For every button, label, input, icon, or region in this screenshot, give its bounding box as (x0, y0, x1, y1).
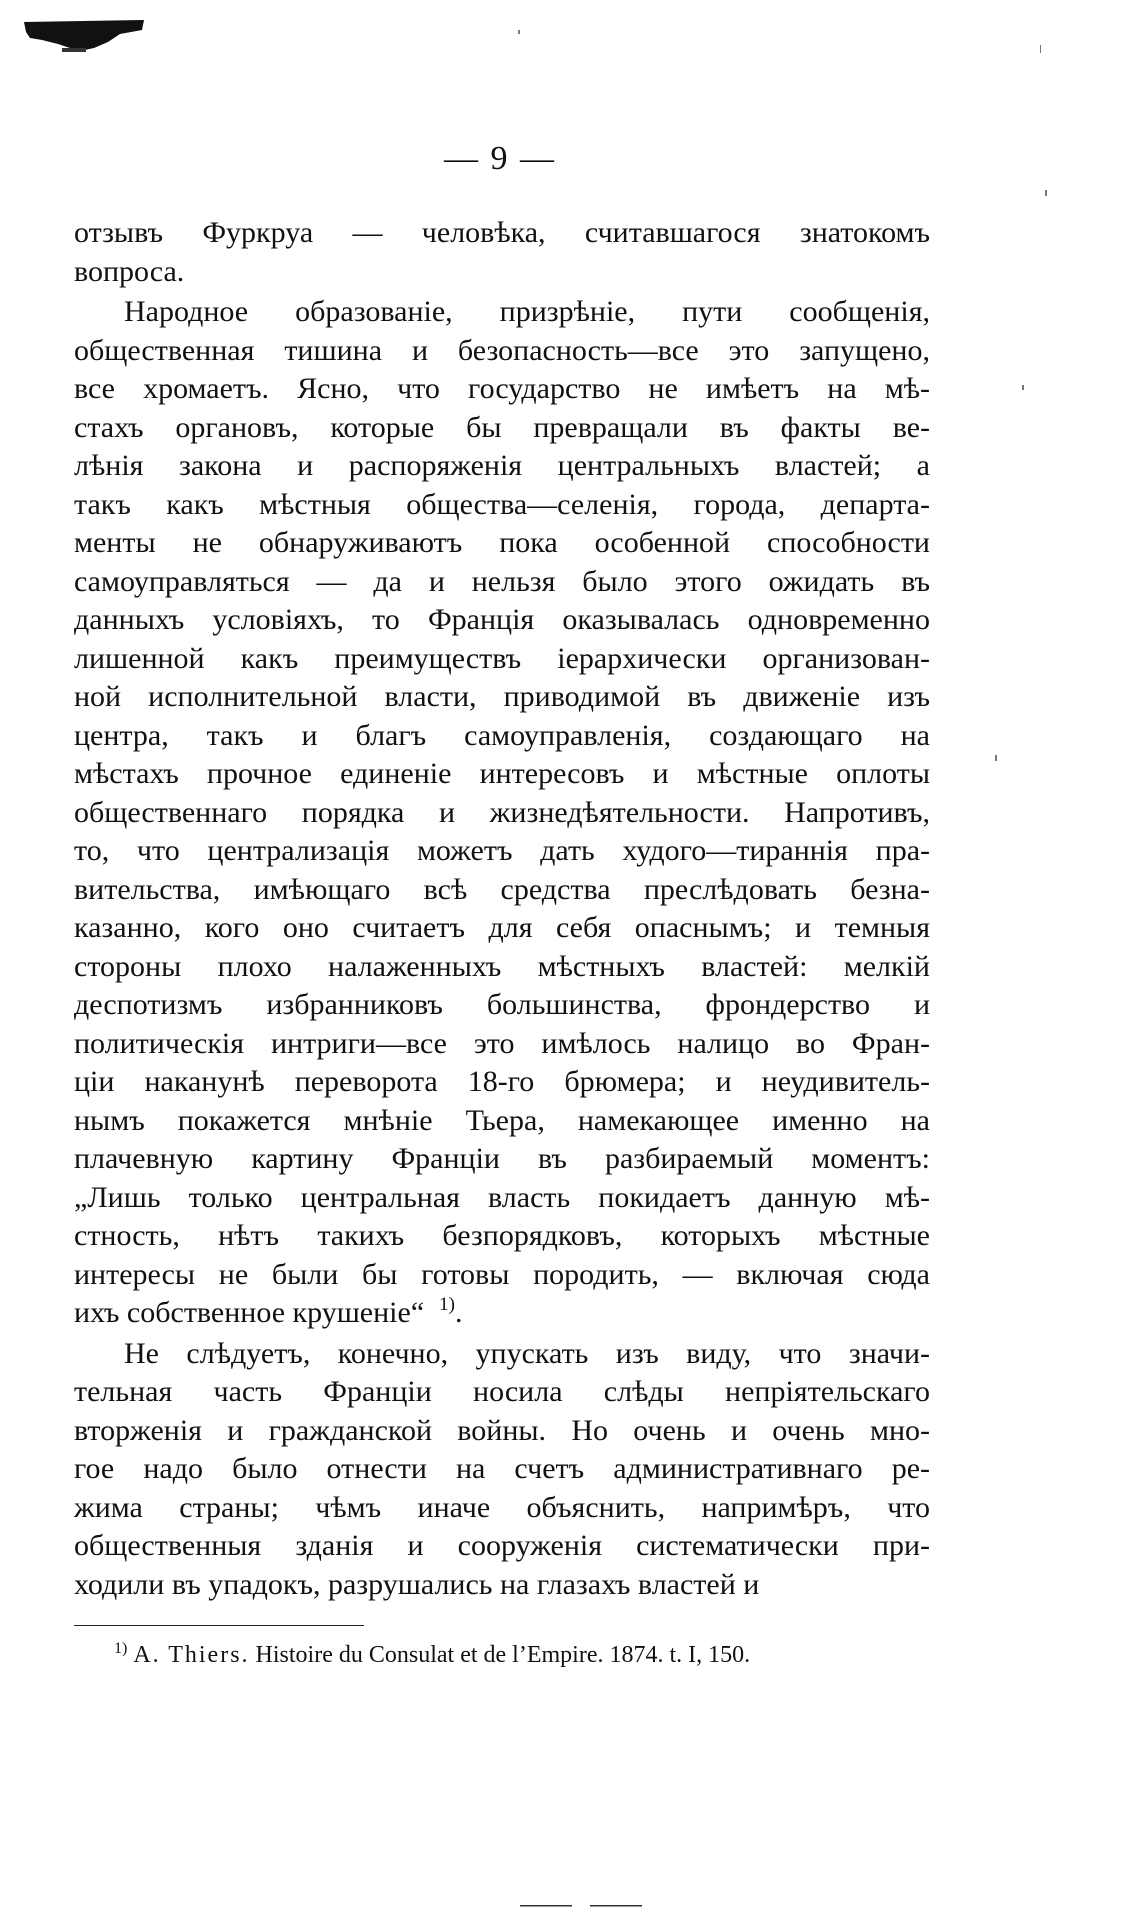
text-line: общественная тишина и безопасность—все это запущено, (74, 333, 930, 367)
text-line: стороны плохо налаженныхъ мѣстныхъ властей: мелкій (74, 949, 930, 983)
text-line: вторженія и гражданской войны. Но очень и очень мно- (74, 1413, 930, 1447)
text-line: лишенной какъ преимуществъ іерархически организован- (74, 641, 930, 675)
body-text (74, 214, 930, 1604)
paragraph (74, 293, 930, 1333)
text-line: вительства, имѣющаго всѣ средства преслѣдовать безна- (74, 872, 930, 906)
text-line: Народное образованіе, призрѣніе, пути сообщенія, (124, 295, 930, 328)
paragraph (74, 1335, 930, 1605)
footnote-author: A. Thiers. (133, 1642, 250, 1668)
footnote-divider (74, 1625, 364, 1626)
text-line: стахъ органовъ, которые бы превращали въ факты ве- (74, 410, 930, 444)
text-line: гое надо было отнести на счетъ административнаго ре- (74, 1452, 930, 1485)
text-line: нымъ покажется мнѣніе Тьера, намекающее именно на (74, 1103, 930, 1137)
text-line: такъ какъ мѣстныя общества—селенія, города, департа- (74, 487, 930, 521)
footnote-reference: 1) (439, 1294, 455, 1315)
text-line: вопроса. (74, 254, 185, 288)
text-line: мѣстахъ прочное единеніе интересовъ и мѣстные оплоты (74, 757, 930, 790)
text-line: казанно, кого оно считаетъ для себя опаснымъ; и темныя (74, 911, 930, 944)
text-line: лѣнія закона и распоряженія центральныхъ властей; а (74, 449, 930, 482)
text-line: ціи наканунѣ переворота 18-го брюмера; и неудивитель- (74, 1065, 930, 1098)
text-line: ихъ собственное крушеніе“ $^{1)}$. (74, 1294, 463, 1329)
text-line: ной исполнительной власти, приводимой въ движеніе изъ (74, 680, 930, 713)
text-line: деспотизмъ избранниковъ большинства, фрондерство и (74, 988, 930, 1021)
text-line-content: ихъ собственное крушеніе“ (74, 1296, 425, 1329)
scan-speck (1040, 45, 1041, 53)
text-line: политическія интриги—все это имѣлось налицо во Фран- (74, 1026, 930, 1060)
ink-blot-mark (22, 18, 146, 52)
text-line: данныхъ условіяхъ, то Франція оказывалась одновременно (74, 603, 930, 636)
bottom-rule-marks (520, 1903, 650, 1909)
text-line: плачевную картину Франціи въ разбираемый моментъ: (74, 1142, 930, 1175)
scan-speck (995, 755, 997, 761)
text-line: общественныя зданія и сооруженія систематически при- (74, 1529, 930, 1562)
text-line: то, что централизація можетъ дать худого—тираннія пра- (74, 834, 930, 867)
scan-speck (1022, 385, 1024, 390)
text-line: жима страны; чѣмъ иначе объяснить, напримѣръ, что (74, 1490, 930, 1524)
footnote (114, 1642, 750, 1669)
paragraph (74, 214, 930, 291)
text-line: „Лишь только центральная власть покидаетъ данную мѣ- (74, 1180, 930, 1214)
text-line: самоуправляться — да и нельзя было этого ожидать въ (74, 564, 930, 598)
text-line: Не слѣдуетъ, конечно, упускать изъ виду, что значи- (124, 1336, 930, 1370)
text-line: ходили въ упадокъ, разрушались на глазахъ властей и (74, 1567, 760, 1601)
footnote-citation: Histoire du Consulat et de l’Empire. 1874. t. I, 150. (255, 1642, 751, 1668)
footnote-marker: 1) (114, 1640, 128, 1657)
page-number: — 9 — (444, 140, 556, 177)
text-line: отзывъ Фуркруа — человѣка, считавшагося знатокомъ (74, 216, 930, 249)
text-line: центра, такъ и благъ самоуправленія, создающаго на (74, 718, 930, 752)
text-line: тельная часть Франціи носила слѣды непріятельскаго (74, 1375, 930, 1408)
scan-speck (1045, 190, 1047, 196)
text-line: все хромаетъ. Ясно, что государство не имѣетъ на мѣ- (74, 372, 930, 405)
text-line: стность, нѣтъ такихъ безпорядковъ, которыхъ мѣстные (74, 1219, 930, 1252)
text-line: общественнаго порядка и жизнедѣятельности. Напротивъ, (74, 795, 930, 829)
scan-speck (518, 30, 520, 34)
text-line: интересы не были бы готовы породить, — включая сюда (74, 1257, 930, 1291)
text-line: менты не обнаруживаютъ пока особенной способности (74, 526, 930, 559)
